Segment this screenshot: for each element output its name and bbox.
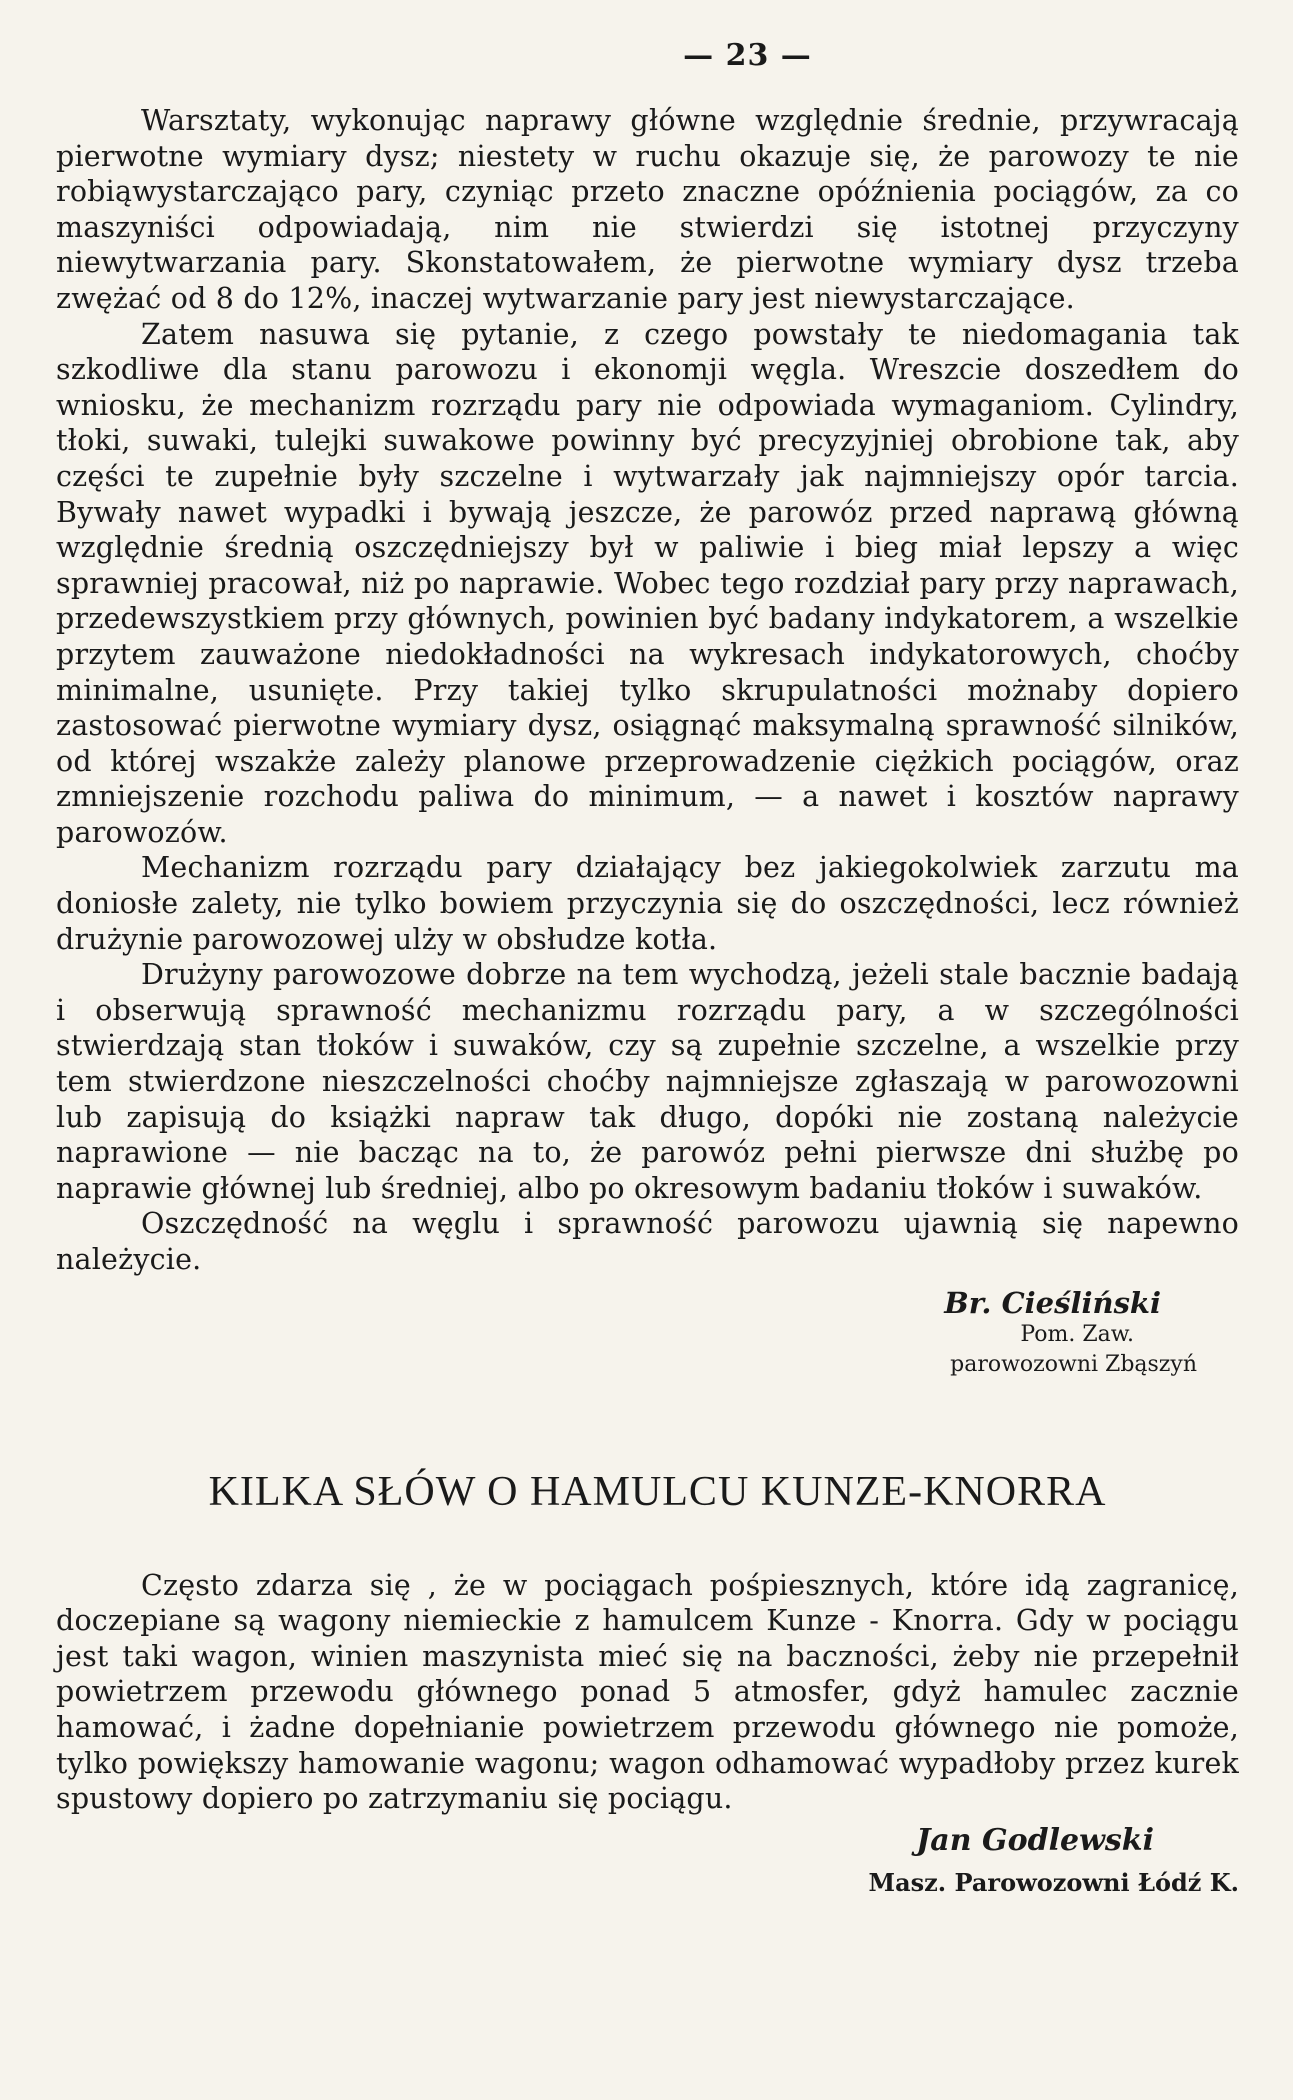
page-number: — 23 —: [683, 38, 812, 73]
article-1-paragraph-3: Mechanizm rozrządu pary działający bez jakiegokolwiek zarzutu ma doniosłe zalety, nie tylko bowiem przyczynia się do oszczędności, lecz również drużynie parowozowej ulży w obsłudze kotła.: [56, 851, 1239, 956]
article-1-paragraph-4: Drużyny parowozowe dobrze na tem wychodzą, jeżeli stale bacznie badają i obserwują sprawność mechanizmu rozrządu pary, a w szczególności stwierdzają stan tłoków i suwaków, czy są zupełnie szczelne, a wszelkie przy tem stwierdzone nieszczelności choćby najmniejsze zgłaszają w parowozowni lub zapisują do książki napraw tak długo, dopóki nie zostaną należycie naprawione — nie bacząc na to, że parowóz pełni pierwsze dni służbę po naprawie głównej lub średniej, albo po okresowym badaniu tłoków i suwaków.: [56, 958, 1239, 1205]
article-1-signature: [56, 1286, 1239, 1380]
article-2-signature: [56, 1823, 1239, 1897]
section-title: KILKA SŁÓW O HAMULCU KUNZE-KNORRA: [208, 1468, 1107, 1515]
article-1-paragraph-5: Oszczędność na węglu i sprawność parowozu ujawnią się napewno należycie.: [56, 1207, 1239, 1276]
author-title: Pom. Zaw.: [1020, 1321, 1134, 1347]
article-1: [56, 103, 1239, 1380]
author-name: Jan Godlewski: [916, 1822, 1154, 1858]
author-name: Br. Cieśliński: [944, 1285, 1161, 1320]
article-1-paragraph-1: Warsztaty, wykonując naprawy główne względnie średnie, przywracają pierwotne wymiary dysz; niestety w ruchu okazuje się, że parowozy te nie robiąwystarczająco pary, czyniąc przeto znaczne opóźnienia pociągów, za co maszyniści odpowiadają, nim nie stwierdzi się istotnej przyczyny niewytwarzania pary. Skonstatowałem, że pierwotne wymiary dysz trzeba zwężać od 8 do 12%, inaczej wytwarzanie pary jest niewystarczające.: [56, 104, 1239, 315]
author-title: Masz. Parowozowni Łódź K.: [868, 1867, 1239, 1897]
article-1-paragraph-2: Zatem nasuwa się pytanie, z czego powstały te niedomagania tak szkodliwe dla stanu parowozu i ekonomji węgla. Wreszcie doszedłem do wniosku, że mechanizm rozrządu pary nie odpowiada wymaganiom. Cylindry, tłoki, suwaki, tulejki suwakowe powinny być precyzyjniej obrobione tak, aby części te zupełnie były szczelne i wytwarzały jak najmniejszy opór tarcia. Bywały nawet wypadki i bywają jeszcze, że parowóz przed naprawą główną względnie średnią oszczędniejszy był w paliwie i bieg miał lepszy a więc sprawniej pracował, niż po naprawie. Wobec tego rozdział pary przy naprawach, przedewszystkiem przy głównych, powinien być badany indykatorem, a wszelkie przytem zauważone niedokładności na wykresach indykatorowych, choćby minimalne, usunięte. Przy takiej tylko skrupulatności możnaby dopiero zastosować pierwotne wymiary dysz, osiągnąć maksymalną sprawność silników, od której wszakże zależy planowe przeprowadzenie ciężkich pociągów, oraz zmniejszenie rozchodu paliwa do minimum, — a nawet i kosztów naprawy parowozów.: [56, 317, 1239, 849]
page: [56, 38, 1239, 1897]
author-place: parowozowni Zbąszyń: [950, 1351, 1197, 1377]
article-2: [56, 1468, 1239, 1897]
article-2-paragraph: Często zdarza się , że w pociągach pośpiesznych, które idą zagranicę, doczepiane są wagony niemieckie z hamulcem Kunze - Knorra. Gdy w pociągu jest taki wagon, winien maszynista mieć się na baczności, żeby nie przepełnił powietrzem przewodu głównego ponad 5 atmosfer, gdyż hamulec zacznie hamować, i żadne dopełnianie powietrzem przewodu głównego nie pomoże, tylko powiększy hamowanie wagonu; wagon odhamować wypadłoby przez kurek spustowy dopiero po zatrzymaniu się pociągu.: [56, 1568, 1239, 1816]
